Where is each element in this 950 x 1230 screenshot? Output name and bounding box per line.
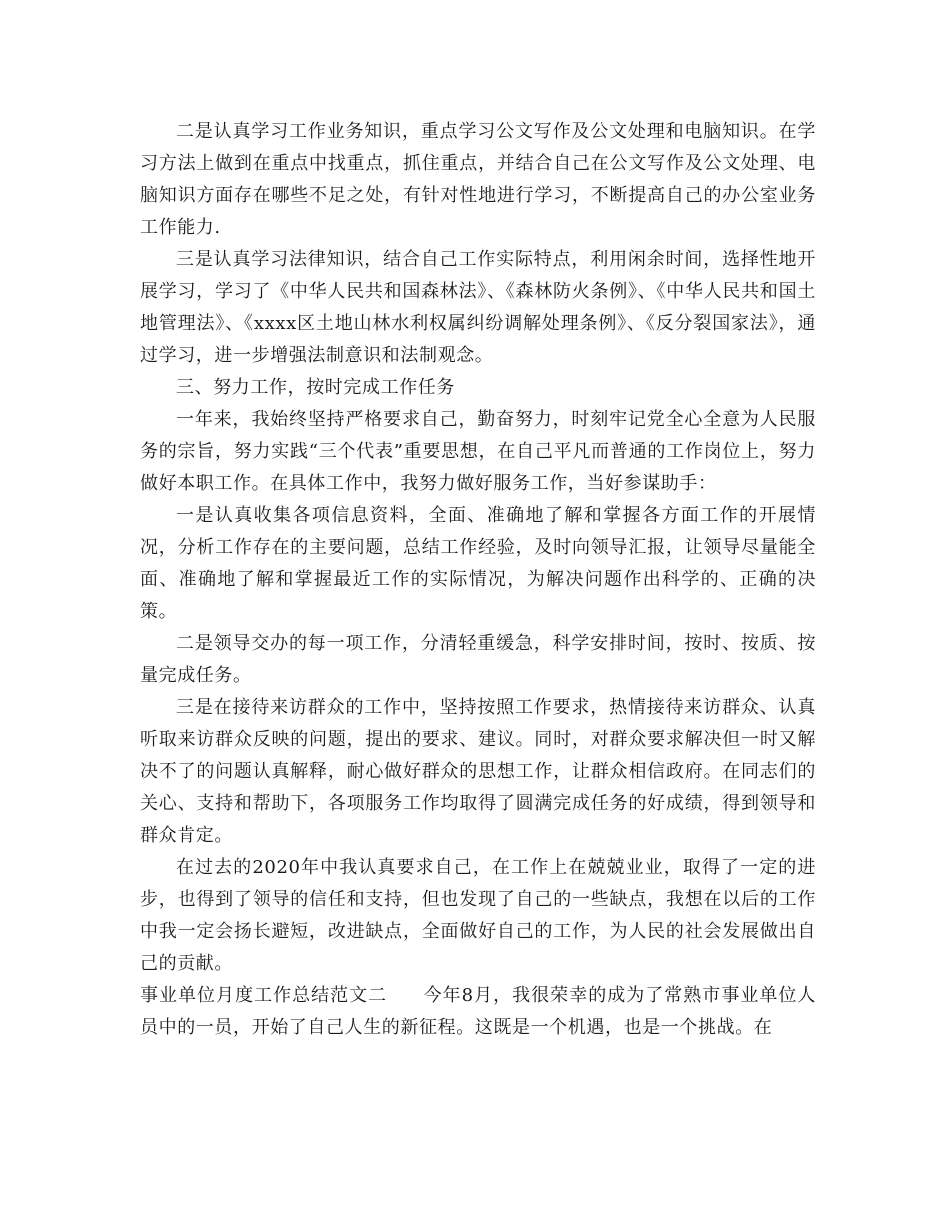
second-article-body: 今年8月，我很荣幸的成为了常熟市事业单位人员中的一员，开始了自己人生的新征程。这既是一个机遇，也是一个挑战。在 xyxy=(140,985,816,1038)
document-page xyxy=(140,116,816,1044)
paragraph-study-law: 三是认真学习法律知识，结合自己工作实际特点，利用闲余时间，选择性地开展学习，学习了《中华人民共和国森林法》、《森林防火条例》、《中华人民共和国土地管理法》、《xxxx区土地山林水利权属纠纷调解处理条例》、《反分裂国家法》，通过学习，进一步增强法制意识和法制观念。 xyxy=(140,249,816,366)
second-article xyxy=(140,980,816,1044)
paragraph-receive-visitors: 三是在接待来访群众的工作中，坚持按照工作要求，热情接待来访群众、认真听取来访群众反映的问题，提出的要求、建议。同时，对群众要求解决但一时又解决不了的问题认真解释，耐心做好群众的思想工作，让群众相信政府。在同志们的关心、支持和帮助下，各项服务工作均取得了圆满完成任务的好成绩，得到领导和群众肯定。 xyxy=(140,697,816,846)
paragraph-assigned-tasks: 二是领导交办的每一项工作，分清轻重缓急，科学安排时间，按时、按质、按量完成任务。 xyxy=(140,633,816,686)
section-heading-work: 三、努力工作，按时完成工作任务 xyxy=(176,377,455,398)
paragraph-year-summary: 一年来，我始终坚持严格要求自己，勤奋努力，时刻牢记党全心全意为人民服务的宗旨，努力实践“三个代表”重要思想，在自己平凡而普通的工作岗位上，努力做好本职工作。在具体工作中，我努力做好服务工作，当好参谋助手： xyxy=(140,409,816,494)
paragraph-collect-info: 一是认真收集各项信息资料，全面、准确地了解和掌握各方面工作的开展情况，分析工作存在的主要问题，总结工作经验，及时向领导汇报，让领导尽量能全面、准确地了解和掌握最近工作的实际情况，为解决问题作出科学的、正确的决策。 xyxy=(140,505,816,622)
paragraph-study-business: 二是认真学习工作业务知识，重点学习公文写作及公文处理和电脑知识。在学习方法上做到在重点中找重点，抓住重点，并结合自己在公文写作及公文处理、电脑知识方面存在哪些不足之处，有针对性地进行学习，不断提高自己的办公室业务工作能力. xyxy=(140,121,816,238)
second-article-title: 事业单位月度工作总结范文二 xyxy=(140,985,388,1006)
paragraph-conclusion: 在过去的2020年中我认真要求自己，在工作上在兢兢业业，取得了一定的进步，也得到了领导的信任和支持，但也发现了自己的一些缺点，我想在以后的工作中我一定会扬长避短，改进缺点，全面做好自己的工作，为人民的社会发展做出自己的贡献。 xyxy=(140,857,816,974)
